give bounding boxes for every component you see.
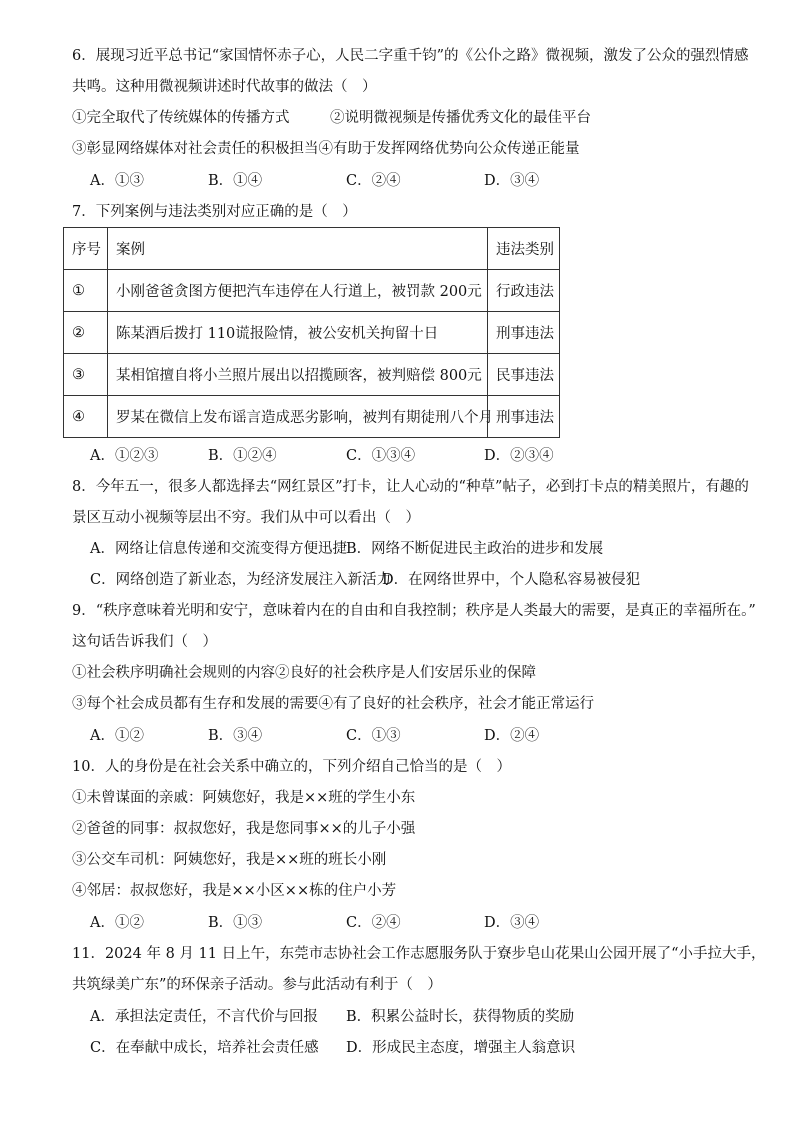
row-category: 刑事违法 [488,396,560,438]
header-number: 序号 [64,228,108,270]
q11-stem-line1: 11．2024 年 8 月 11 日上午，东莞市志协社会工作志愿服务队于寮步皂山花果山公园开展了“小手拉大手， [72,946,766,962]
q8-option-b: B．网络不断促进民主政治的进步和发展 [346,541,604,557]
q8-option-c: C．网络创造了新业态，为经济发展注入新活力 [90,572,392,588]
q6-option-b: B．①④ [208,173,263,189]
row-number: ② [64,312,108,354]
q8-stem-line2: 景区互动小视频等层出不穷。我们从中可以看出（ ） [72,510,420,526]
row-number: ③ [64,354,108,396]
q9-option-d: D．②④ [484,728,540,744]
table-header-row [64,228,560,270]
row-case: 某相馆擅自将小兰照片展出以招揽顾客，被判赔偿 800元 [108,354,488,396]
q11-option-c: C．在奉献中成长，培养社会责任感 [90,1040,319,1056]
q6-statement-1: ①完全取代了传统媒体的传播方式 [72,110,290,126]
table-row [64,396,560,438]
row-case: 陈某酒后拨打 110谎报险情，被公安机关拘留十日 [108,312,488,354]
row-category: 行政违法 [488,270,560,312]
table-row [64,354,560,396]
row-case: 小刚爸爸贪图方便把汽车违停在人行道上，被罚款 200元 [108,270,488,312]
row-category: 民事违法 [488,354,560,396]
q9-statements-1-2: ①社会秩序明确社会规则的内容②良好的社会秩序是人们安居乐业的保障 [72,665,536,681]
table-row [64,270,560,312]
q7-option-a: A．①②③ [90,448,159,464]
q9-option-c: C．①③ [346,728,401,744]
q11-option-a: A．承担法定责任，不言代价与回报 [90,1009,318,1025]
q9-stem-line1: 9．“秩序意味着光明和安宁，意味着内在的自由和自我控制；秩序是人类最大的需要，是真正的幸福所在。” [72,603,756,619]
q6-option-a: A．①③ [90,173,144,189]
row-number: ① [64,270,108,312]
q9-statements-3-4: ③每个社会成员都有生存和发展的需要④有了良好的社会秩序，社会才能正常运行 [72,696,594,712]
q7-option-b: B．①②④ [208,448,277,464]
row-category: 刑事违法 [488,312,560,354]
header-case: 案例 [108,228,488,270]
q8-stem-line1: 8．今年五一，很多人都选择去“网红景区”打卡，让人心动的“种草”帖子，必到打卡点的精美照片，有趣的 [72,479,749,495]
q6-statements-3-4: ③彰显网络媒体对社会责任的积极担当④有助于发挥网络优势向公众传递正能量 [72,141,580,157]
q7-option-d: D．②③④ [484,448,554,464]
q10-statement-3: ③公交车司机：阿姨您好，我是××班的班长小刚 [72,852,387,868]
q6-option-c: C．②④ [346,173,401,189]
q8-option-a: A．网络让信息传递和交流变得方便迅捷 [90,541,347,557]
q11-stem-line2: 共筑绿美广东”的环保亲子活动。参与此活动有利于（ ） [72,977,442,993]
q7-option-c: C．①③④ [346,448,416,464]
q10-option-a: A．①② [90,915,144,931]
header-category: 违法类别 [488,228,560,270]
q6-option-d: D．③④ [484,173,540,189]
case-table [63,227,560,438]
q8-option-d: D．在网络世界中，个人隐私容易被侵犯 [382,572,641,588]
q11-option-b: B．积累公益时长，获得物质的奖励 [346,1009,575,1025]
q9-option-a: A．①② [90,728,144,744]
q9-option-b: B．③④ [208,728,263,744]
q10-statement-1: ①未曾谋面的亲戚：阿姨您好，我是××班的学生小东 [72,790,416,806]
q10-statement-4: ④邻居：叔叔您好，我是××小区××栋的住户小芳 [72,883,397,899]
q6-stem-line2: 共鸣。这种用微视频讲述时代故事的做法（ ） [72,79,377,95]
q10-option-b: B．①③ [208,915,263,931]
q6-stem-line1: 6．展现习近平总书记“家国情怀赤子心，人民二字重千钧”的《公仆之路》微视频，激发了公众的强烈情感 [72,48,749,64]
row-case: 罗某在微信上发布谣言造成恶劣影响，被判有期徒刑八个月 [108,396,488,438]
q10-stem: 10．人的身份是在社会关系中确立的，下列介绍自己恰当的是（ ） [72,759,511,775]
q10-option-d: D．③④ [484,915,540,931]
q9-stem-line2: 这句话告诉我们（ ） [72,634,217,650]
table-row [64,312,560,354]
q11-option-d: D．形成民主态度，增强主人翁意识 [346,1040,576,1056]
q10-option-c: C．②④ [346,915,401,931]
q10-statement-2: ②爸爸的同事：叔叔您好，我是您同事××的儿子小强 [72,821,416,837]
row-number: ④ [64,396,108,438]
q6-statement-2: ②说明微视频是传播优秀文化的最佳平台 [330,110,591,126]
q7-stem: 7．下列案例与违法类别对应正确的是（ ） [72,204,357,220]
